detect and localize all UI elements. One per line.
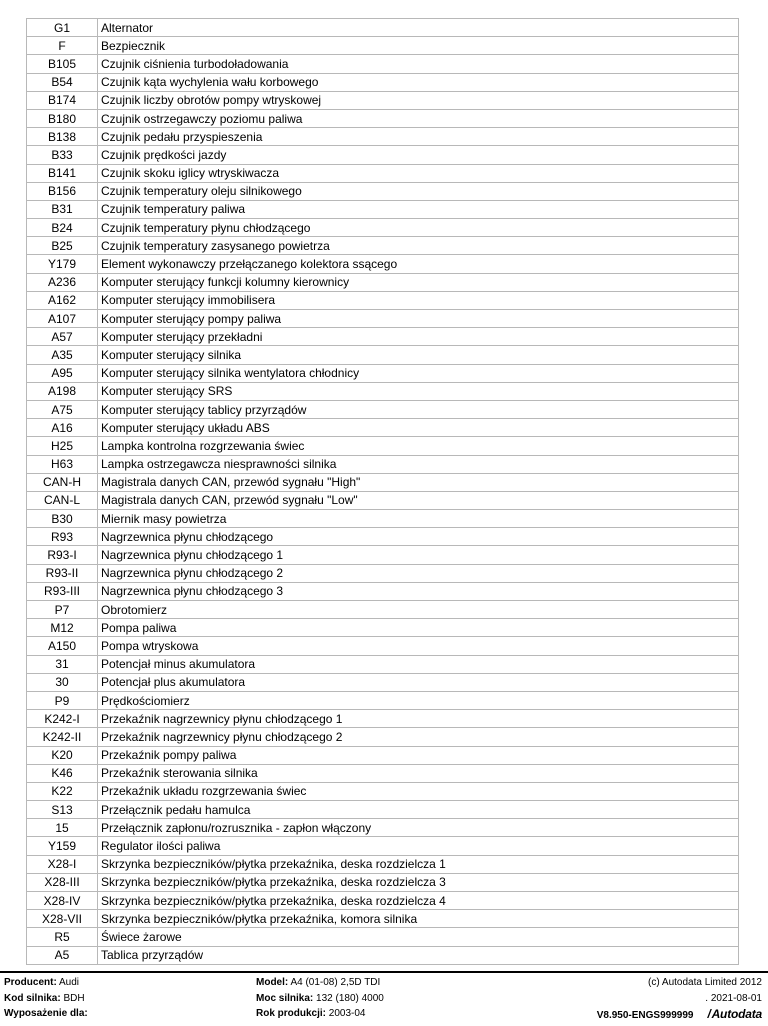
component-code: B25 [27,237,98,255]
table-row [27,273,739,291]
component-code: A236 [27,273,98,291]
component-description: Przełącznik zapłonu/rozrusznika - zapłon włączony [98,819,739,837]
table-row [27,310,739,328]
component-description: Komputer sterujący tablicy przyrządów [98,400,739,418]
table-row [27,764,739,782]
component-code: R93 [27,528,98,546]
table-row [27,364,739,382]
component-description: Komputer sterujący układu ABS [98,419,739,437]
producer: Producent: Audi [4,977,80,988]
component-code: B138 [27,128,98,146]
component-description: Nagrzewnica płynu chłodzącego 3 [98,582,739,600]
table-row [27,473,739,491]
component-code: 31 [27,655,98,673]
component-description: Komputer sterujący funkcji kolumny kierownicy [98,273,739,291]
component-code: K20 [27,746,98,764]
component-code: H63 [27,455,98,473]
component-code: CAN-L [27,491,98,509]
engine-power: Moc silnika: 132 (180) 4000 [256,993,384,1004]
component-description: Nagrzewnica płynu chłodzącego 1 [98,546,739,564]
component-description: Prędkościomierz [98,691,739,709]
component-code: B54 [27,73,98,91]
component-description: Czujnik prędkości jazdy [98,146,739,164]
component-description: Element wykonawczy przełączanego kolektora ssącego [98,255,739,273]
table-row [27,928,739,946]
table-row [27,437,739,455]
table-row [27,946,739,964]
component-code: A95 [27,364,98,382]
table-row [27,691,739,709]
component-description: Skrzynka bezpieczników/płytka przekaźnika, deska rozdzielcza 4 [98,892,739,910]
component-description: Komputer sterujący pompy paliwa [98,310,739,328]
component-code: B156 [27,182,98,200]
table-row [27,491,739,509]
component-description: Przekaźnik układu rozgrzewania świec [98,782,739,800]
component-description: Świece żarowe [98,928,739,946]
table-row [27,710,739,728]
component-code: G1 [27,19,98,37]
component-code: X28-IV [27,892,98,910]
table-row [27,382,739,400]
component-description: Magistrala danych CAN, przewód sygnału "Low" [98,491,739,509]
component-code: Y179 [27,255,98,273]
table-row [27,146,739,164]
component-code: A107 [27,310,98,328]
footer [0,971,768,1026]
table-row [27,219,739,237]
component-code: B24 [27,219,98,237]
component-description: Skrzynka bezpieczników/płytka przekaźnika, komora silnika [98,910,739,928]
component-code: A35 [27,346,98,364]
component-description: Przekaźnik nagrzewnicy płynu chłodzącego 2 [98,728,739,746]
component-code: M12 [27,619,98,637]
component-description: Lampka ostrzegawcza niesprawności silnika [98,455,739,473]
component-code: A75 [27,400,98,418]
component-legend-table [26,18,739,965]
component-description: Potencjał plus akumulatora [98,673,739,691]
component-description: Obrotomierz [98,601,739,619]
component-code: B174 [27,91,98,109]
copyright: (c) Autodata Limited 2012 [648,977,762,988]
component-code: B141 [27,164,98,182]
component-description: Czujnik temperatury oleju silnikowego [98,182,739,200]
component-description: Przekaźnik pompy paliwa [98,746,739,764]
component-code: A16 [27,419,98,437]
equipment: Wyposażenie dla: [4,1008,88,1019]
component-description: Czujnik skoku iglicy wtryskiwacza [98,164,739,182]
component-code: B105 [27,55,98,73]
table-row [27,419,739,437]
component-description: Skrzynka bezpieczników/płytka przekaźnika, deska rozdzielcza 3 [98,873,739,891]
table-row [27,200,739,218]
table-row [27,910,739,928]
table-row [27,837,739,855]
table-row [27,510,739,528]
component-description: Czujnik ciśnienia turbodoładowania [98,55,739,73]
table-row [27,128,739,146]
table-row [27,546,739,564]
component-code: H25 [27,437,98,455]
table-row [27,528,739,546]
table-row [27,673,739,691]
component-code: P9 [27,691,98,709]
component-description: Nagrzewnica płynu chłodzącego [98,528,739,546]
component-description: Pompa wtryskowa [98,637,739,655]
component-code: R93-I [27,546,98,564]
component-code: B30 [27,510,98,528]
component-description: Potencjał minus akumulatora [98,655,739,673]
table-row [27,782,739,800]
component-description: Przekaźnik nagrzewnicy płynu chłodzącego 1 [98,710,739,728]
component-code: R5 [27,928,98,946]
table-row [27,109,739,127]
table-row [27,291,739,309]
version-number: V8.950-ENGS999999 [596,1010,694,1021]
component-description: Czujnik liczby obrotów pompy wtryskowej [98,91,739,109]
production-year: Rok produkcji: 2003-04 [256,1008,366,1019]
component-code: X28-III [27,873,98,891]
component-code: X28-I [27,855,98,873]
component-code: A57 [27,328,98,346]
component-description: Przekaźnik sterowania silnika [98,764,739,782]
table-row [27,37,739,55]
model: Model: A4 (01-08) 2,5D TDI [256,977,381,988]
table-row [27,855,739,873]
component-description: Komputer sterujący silnika wentylatora chłodnicy [98,364,739,382]
table-row [27,819,739,837]
component-description: Komputer sterujący silnika [98,346,739,364]
table-row [27,19,739,37]
component-code: CAN-H [27,473,98,491]
component-description: Komputer sterujący przekładni [98,328,739,346]
component-code: F [27,37,98,55]
component-description: Nagrzewnica płynu chłodzącego 2 [98,564,739,582]
component-code: R93-II [27,564,98,582]
component-code: S13 [27,801,98,819]
component-code: 15 [27,819,98,837]
version-and-logo [597,1007,762,1023]
table-row [27,582,739,600]
table-row [27,892,739,910]
component-description: Czujnik temperatury płynu chłodzącego [98,219,739,237]
component-description: Czujnik kąta wychylenia wału korbowego [98,73,739,91]
engine-code: Kod silnika: BDH [4,993,85,1004]
component-code: A162 [27,291,98,309]
component-description: Skrzynka bezpieczników/płytka przekaźnika, deska rozdzielcza 1 [98,855,739,873]
table-row [27,182,739,200]
component-code: 30 [27,673,98,691]
component-code: K242-II [27,728,98,746]
component-code: P7 [27,601,98,619]
component-description: Miernik masy powietrza [98,510,739,528]
component-description: Czujnik temperatury zasysanego powietrza [98,237,739,255]
table-row [27,728,739,746]
table-row [27,55,739,73]
table-row [27,91,739,109]
component-code: Y159 [27,837,98,855]
table-row [27,346,739,364]
component-description: Przełącznik pedału hamulca [98,801,739,819]
table-row [27,328,739,346]
table-row [27,619,739,637]
component-code: R93-III [27,582,98,600]
component-description: Regulator ilości paliwa [98,837,739,855]
component-code: K242-I [27,710,98,728]
table-row [27,237,739,255]
component-code: X28-VII [27,910,98,928]
component-description: Lampka kontrolna rozgrzewania świec [98,437,739,455]
component-description: Komputer sterujący SRS [98,382,739,400]
component-code: A198 [27,382,98,400]
table-row [27,164,739,182]
component-description: Czujnik temperatury paliwa [98,200,739,218]
component-description: Alternator [98,19,739,37]
table-row [27,801,739,819]
component-description: Czujnik pedału przyspieszenia [98,128,739,146]
table-row [27,255,739,273]
component-code: A5 [27,946,98,964]
table-row [27,655,739,673]
component-code: B180 [27,109,98,127]
autodata-logo: / Autodata [707,1007,762,1021]
table-row [27,601,739,619]
component-description: Tablica przyrządów [98,946,739,964]
table-row [27,564,739,582]
component-description: Komputer sterujący immobilisera [98,291,739,309]
table-row [27,73,739,91]
print-date: . 2021-08-01 [705,993,762,1004]
component-code: K22 [27,782,98,800]
component-code: B33 [27,146,98,164]
component-description: Pompa paliwa [98,619,739,637]
table-row [27,400,739,418]
component-code: K46 [27,764,98,782]
component-description: Czujnik ostrzegawczy poziomu paliwa [98,109,739,127]
component-description: Magistrala danych CAN, przewód sygnału "High" [98,473,739,491]
table-row [27,455,739,473]
component-code: B31 [27,200,98,218]
table-row [27,746,739,764]
table-row [27,637,739,655]
component-code: A150 [27,637,98,655]
table-row [27,873,739,891]
component-description: Bezpiecznik [98,37,739,55]
